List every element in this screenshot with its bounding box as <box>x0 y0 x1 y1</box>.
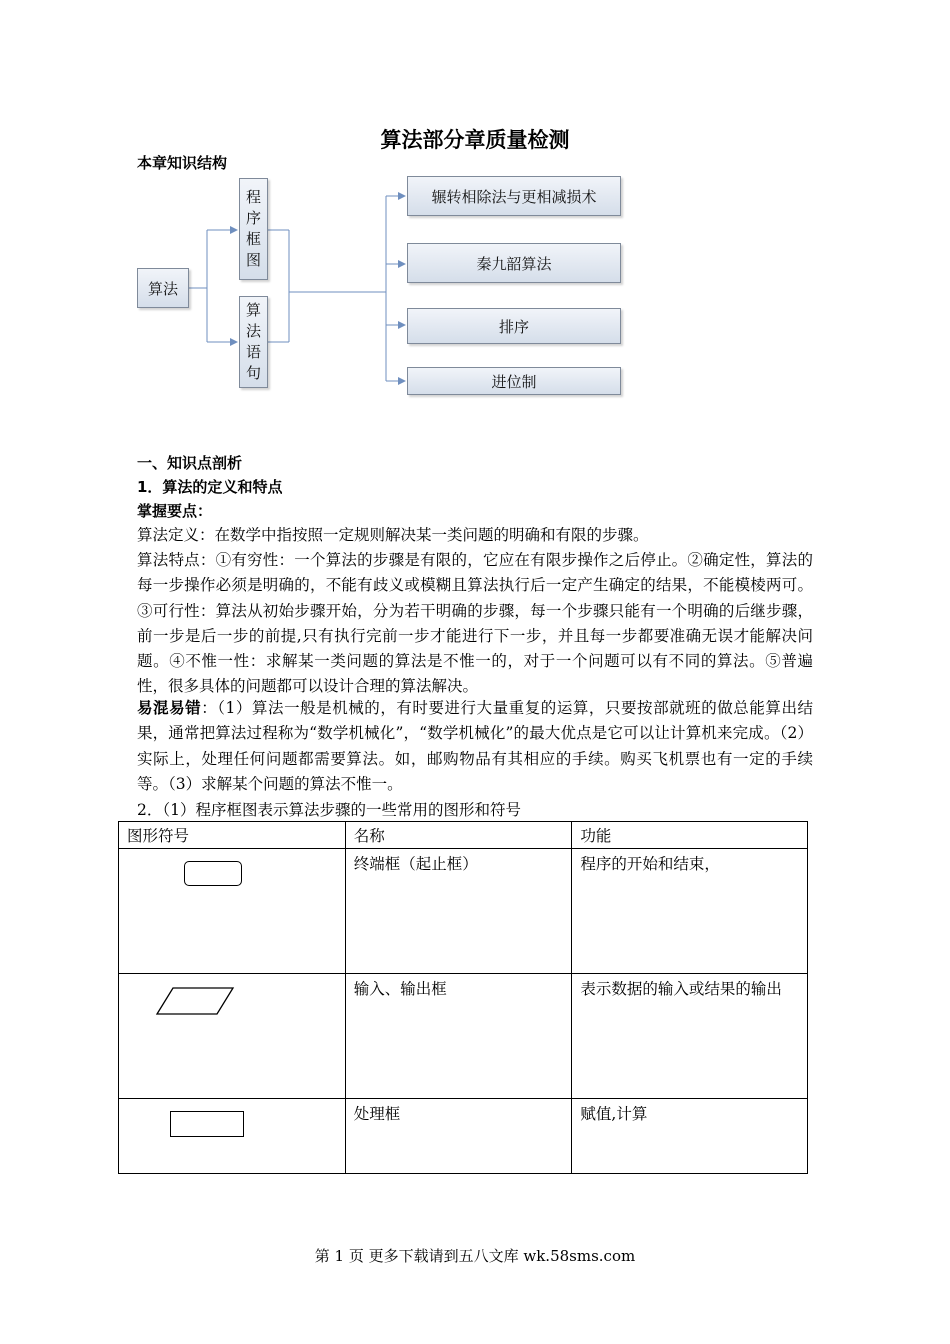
confusion-label: 易混易错 <box>137 699 202 717</box>
diagram-node-radix: 进位制 <box>407 367 621 395</box>
features-text: 算法特点：①有穷性：一个算法的步骤是有限的，它应在有限步操作之后停止。②确定性，算法的每一步操作必须是明确的，不能有歧义或模糊且算法执行后一定产生确定的结果，不能模棱两可。③可行性：算法从初始步骤开始，分为若干明确的步骤，每一个步骤只能有一个明确的后继步骤，前一步是后一步的前提,只有执行完前一步才能进行下一步，并且每一步都要准确无误才能解决问题。④不惟一性：求解某一类问题的算法是不惟一的，对于一个问题可以有不同的算法。⑤普遍性，很多具体的问题都可以设计合理的算法解决。 <box>137 551 813 696</box>
table-row <box>119 849 808 974</box>
table-cell: 处理框 <box>345 1099 572 1174</box>
diagram-node-statements-label: 算法语句 <box>245 301 261 382</box>
confusion-paragraph <box>137 696 813 797</box>
table-header-row <box>119 822 808 849</box>
section-heading: 一、知识点剖析 <box>137 454 243 472</box>
diagram-node-flowchart-label: 程序框图 <box>245 188 261 269</box>
diagram-node-qin: 秦九韶算法 <box>407 243 621 283</box>
structure-heading: 本章知识结构 <box>137 154 228 172</box>
subsection-heading-1: 1．算法的定义和特点 <box>137 478 283 496</box>
flowchart-symbol-table <box>118 821 808 1174</box>
page-title: 算法部分章质量检测 <box>380 128 570 152</box>
terminal-icon <box>184 861 242 886</box>
diagram-node-sort: 排序 <box>407 308 621 344</box>
subsection-heading-2: 2．（1）程序框图表示算法步骤的一些常用的图形和符号 <box>137 801 521 819</box>
definition-text: 算法定义：在数学中指按照一定规则解决某一类问题的明确和有限的步骤。 <box>137 526 649 544</box>
table-header: 功能 <box>572 822 808 849</box>
table-cell: 终端框（起止框） <box>345 849 572 974</box>
diagram-node-euclid: 辗转相除法与更相减损术 <box>407 176 621 216</box>
rectangle-icon <box>170 1111 244 1137</box>
table-row <box>119 1099 808 1174</box>
table-header: 名称 <box>345 822 572 849</box>
diagram-node-flowchart <box>239 178 268 280</box>
table-cell-symbol <box>119 1099 346 1174</box>
table-row <box>119 974 808 1099</box>
confusion-text: ：（1）算法一般是机械的，有时要进行大量重复的运算，只要按部就班的做总能算出结果，通常把算法过程称为“数学机械化”，“数学机械化”的最大优点是它可以让计算机来完成。（2）实际上，处理任何问题都需要算法。如，邮购物品有其相应的手续。购买飞机票也有一定的手续等。（3）求解某个问题的算法不惟一。 <box>137 699 813 793</box>
page-footer: 第 1 页 更多下载请到五八文库 wk.58sms.com <box>314 1247 636 1265</box>
diagram-node-statements <box>239 296 268 388</box>
table-cell: 程序的开始和结束， <box>572 849 808 974</box>
table-cell: 赋值,计算 <box>572 1099 808 1174</box>
table-cell: 表示数据的输入或结果的输出 <box>572 974 808 1099</box>
diagram-node-root: 算法 <box>137 268 189 308</box>
key-points-label: 掌握要点： <box>137 502 213 520</box>
table-cell-symbol <box>119 974 346 1099</box>
table-header: 图形符号 <box>119 822 346 849</box>
table-cell: 输入、输出框 <box>345 974 572 1099</box>
parallelogram-icon <box>155 986 235 1016</box>
table-cell-symbol <box>119 849 346 974</box>
